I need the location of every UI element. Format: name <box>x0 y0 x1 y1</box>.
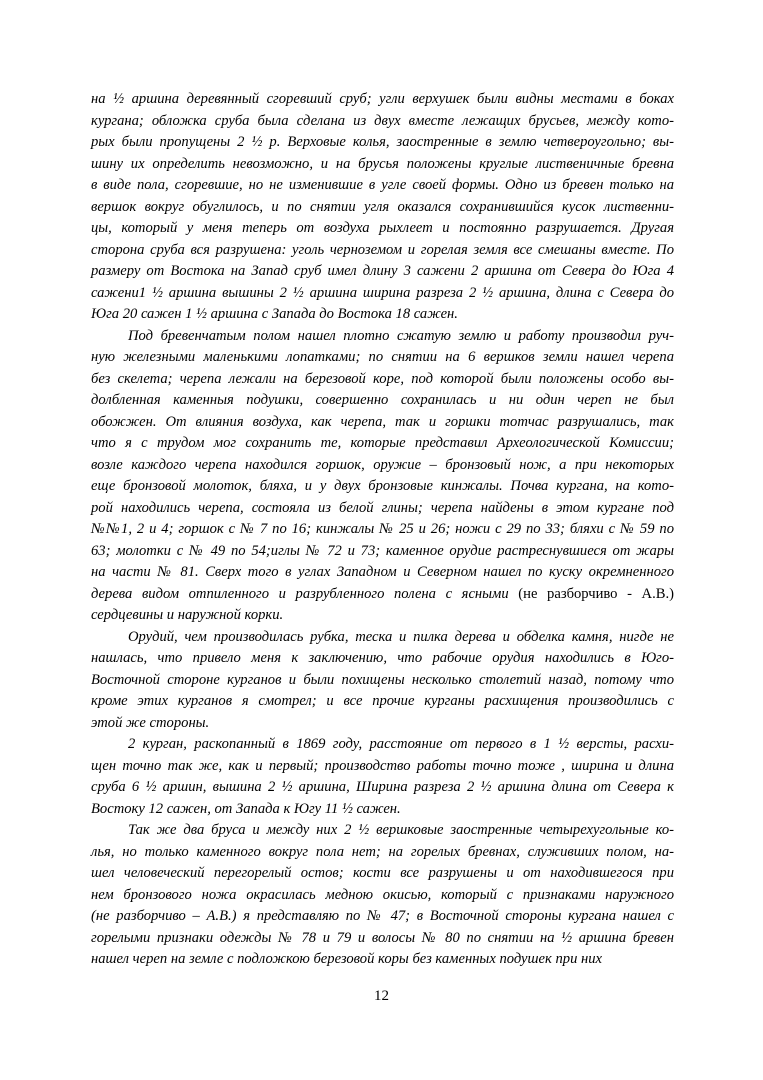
text-segment: (не разборчиво - А.В.) <box>518 585 674 602</box>
text-line <box>91 648 674 670</box>
text-segment: ную железными маленькими лопатками; по снятии на 6 вершков земли нашел черепа <box>91 349 674 365</box>
text-line <box>91 756 674 778</box>
text-line <box>91 820 674 842</box>
text-segment: Так же два бруса и между них 2 ½ вершковые заостренные четырехугольные ко- <box>128 822 674 838</box>
paragraph <box>91 326 674 627</box>
text-segment: Юга 20 сажен 1 ½ аршина с Запада до Востока 18 сажен. <box>91 306 458 322</box>
text-segment: (не разборчиво – А.В.) я представляю по № 47; в Восточной стороны кургана нашел с <box>91 908 674 924</box>
text-line <box>91 175 674 197</box>
text-segment: Восточной стороне курганов и были похищены несколько столетий назад, потому что <box>91 671 674 688</box>
text-segment: сердцевины и наружной корки. <box>91 607 284 623</box>
text-line <box>91 863 674 885</box>
text-segment: еще бронзовой молоток, бляха, и у двух бронзовые кинжалы. Почва кургана, на кото- <box>91 478 674 494</box>
text-segment: без скелета; черепа лежали на березовой коре, под которой были положены особо вы- <box>91 370 674 387</box>
text-segment: обожжен. От влияния воздуха, как черепа, так и горшки тотчас разрушались, так <box>91 413 674 430</box>
text-segment: №№1, 2 и 4; горшок с № 7 по 16; кинжалы № 25 и 26; ножи с 29 по 33; бляхи с № 59 по <box>91 521 674 537</box>
text-segment: размеру от Востока на Запад сруб имел длину 3 сажени 2 аршина от Севера до Юга 4 <box>91 263 674 279</box>
text-line <box>91 799 674 821</box>
text-segment: нем бронзового ножа окрасилась медною окисью, который с признаками наружного <box>91 886 674 903</box>
text-segment: этой же стороны. <box>91 714 210 731</box>
text-line <box>91 412 674 434</box>
text-segment: щен точно так же, как и первый; производство работы точно тоже , ширина и длина <box>91 757 674 774</box>
text-line <box>91 541 674 563</box>
text-segment: шину их определить невозможно, и на брусья положены круглые лиственичные бревна <box>91 155 674 172</box>
text-line <box>91 111 674 133</box>
text-line <box>91 627 674 649</box>
text-line <box>91 369 674 391</box>
text-line <box>91 670 674 692</box>
paragraph <box>91 627 674 735</box>
text-segment: сажени1 ½ аршина вышины 2 ½ аршина ширина разреза 2 ½ аршина, длина с Севера до <box>91 284 674 301</box>
text-segment: кургана; обложка сруба была сделана из двух вместе лежащих брусьев, между кото- <box>91 112 674 129</box>
text-segment: шел человеческий перегорелый остов; кости все разрушены и от находившегося при <box>91 865 674 881</box>
text-line <box>91 584 674 606</box>
text-line <box>91 304 674 326</box>
text-line <box>91 197 674 219</box>
text-line <box>91 455 674 477</box>
text-line <box>91 476 674 498</box>
text-segment: нашлась, что привело меня к заключению, что рабочие орудия находились в Юго- <box>91 650 674 666</box>
text-line <box>91 498 674 520</box>
paragraph <box>91 89 674 326</box>
text-line <box>91 347 674 369</box>
text-line <box>91 949 674 971</box>
text-segment: сторона сруба вся разрушена: уголь черноземом и горелая земля все смешаны вместе. По <box>91 241 674 258</box>
text-line <box>91 132 674 154</box>
text-line <box>91 261 674 283</box>
text-segment: 63; молотки с № 49 по 54;иглы № 72 и 73; каменное орудие растреснувшиеся от жары <box>91 542 674 559</box>
text-segment: сруба 6 ½ аршин, вышина 2 ½ аршина, Ширина разреза 2 ½ аршина длина от Севера к <box>91 779 674 795</box>
text-line <box>91 519 674 541</box>
text-line <box>91 326 674 348</box>
text-line <box>91 906 674 928</box>
text-segment: Орудий, чем производилась рубка, теска и пилка дерева и обделка камня, нигде не <box>128 628 674 645</box>
text-line <box>91 928 674 950</box>
text-line <box>91 691 674 713</box>
text-segment: нашел череп на земле с подложкою березовой коры без каменных подушек при них <box>91 951 603 967</box>
text-segment: цы, который у меня теперь от воздуха рыхлеет и постоянно разрушается. Другая <box>91 220 674 236</box>
text-line <box>91 433 674 455</box>
text-segment: 2 курган, раскопанный в 1869 году, расстояние от первого в 1 ½ версты, расхи- <box>128 736 674 752</box>
text-line <box>91 777 674 799</box>
text-line <box>91 885 674 907</box>
text-segment: в виде пола, сгоревшие, но не изменившие в угле своей формы. Одно из бревен только на <box>91 177 674 193</box>
text-line <box>91 605 674 627</box>
paragraph <box>91 734 674 820</box>
text-line <box>91 842 674 864</box>
text-line <box>91 154 674 176</box>
text-line <box>91 218 674 240</box>
text-line <box>91 89 674 111</box>
text-segment: на части № 81. Сверх того в углах Западном и Северном нашел по куску окремненного <box>91 564 674 580</box>
text-segment: кроме этих курганов я смотрел; и все прочие курганы расхищения производились с <box>91 693 674 709</box>
text-segment: рой находились черепа, состояла из белой глины; черепа найдены в этом кургане под <box>91 499 674 516</box>
text-segment: рых были пропущены 2 ½ р. Верховые колья, заостренные в землю четвероугольно; вы- <box>91 134 674 150</box>
text-line <box>91 734 674 756</box>
text-segment: долбленная каменныя подушки, совершенно сохранилась и ни один череп не был <box>91 392 674 408</box>
text-segment: возле каждого черепа находился горшок, оружие – бронзовый нож, а при некоторых <box>91 456 674 473</box>
page-number: 12 <box>374 988 389 1004</box>
paragraph <box>91 820 674 971</box>
text-segment: Востоку 12 сажен, от Запада к Югу 11 ½ сажен. <box>91 800 401 817</box>
text-segment: Под бревенчатым полом нашел плотно сжатую землю и работу производил руч- <box>128 327 674 344</box>
text-segment: горелыми признаки одежды № 78 и 79 и волосы № 80 по снятии на ½ аршина бревен <box>91 929 674 946</box>
text-segment: что я с трудом мог сохранить те, которые представил Археологической Комиссии; <box>91 435 674 451</box>
text-line <box>91 713 674 735</box>
text-segment: лья, но только каменного вокруг пола нет; на горелых бревнах, служивших полом, на- <box>91 843 674 860</box>
text-line <box>91 240 674 262</box>
text-segment: дерева видом отпиленного и разрубленного полена с ясными <box>91 585 519 602</box>
text-segment: на ½ аршина деревянный сгоревший сруб; угли верхушек были видны местами в боках <box>91 91 674 107</box>
text-segment: вершок вокруг обуглилось, и по снятии угля оказался сохранившийся кусок лиственни- <box>91 198 674 215</box>
text-line <box>91 283 674 305</box>
document-body <box>91 89 674 971</box>
text-line <box>91 562 674 584</box>
text-line <box>91 390 674 412</box>
